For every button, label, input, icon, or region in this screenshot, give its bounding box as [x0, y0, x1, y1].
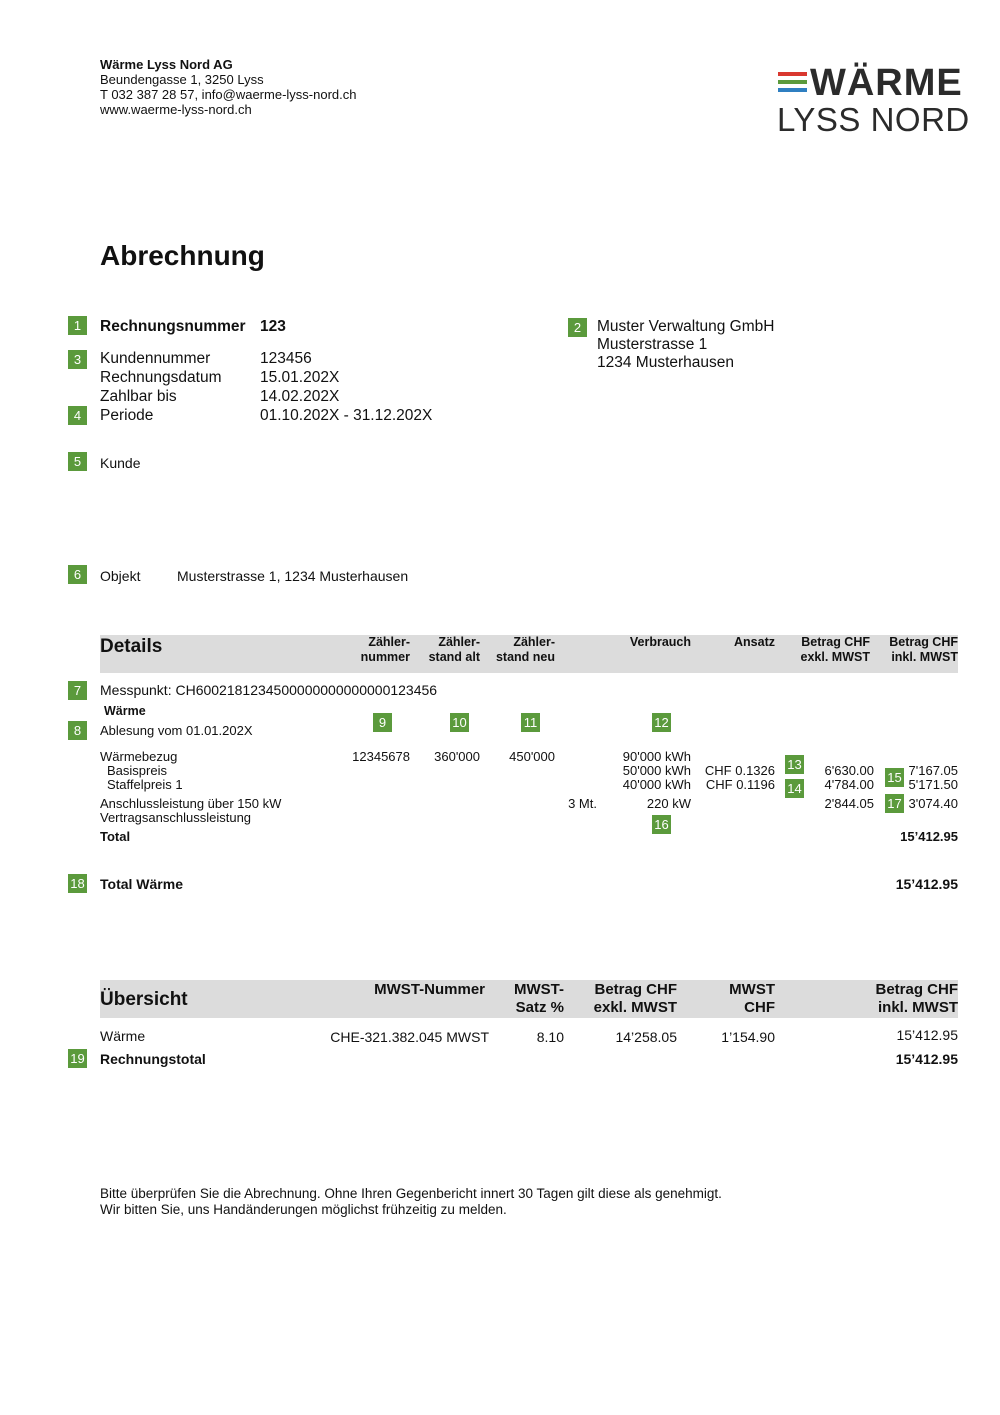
period-label: Periode: [100, 407, 154, 424]
details-title: Details: [100, 636, 163, 657]
staffelpreis-inkl: 5'171.50: [908, 777, 958, 792]
anschluss-dauer: 3 Mt.: [568, 796, 597, 811]
total-waerme-label: Total Wärme: [100, 876, 183, 892]
marker-19: 19: [68, 1049, 87, 1068]
details-header-verbrauch: Verbrauch: [629, 635, 691, 649]
marker-10: 10: [450, 713, 469, 732]
details-header-zaehler-nummer-2: nummer: [360, 650, 410, 664]
company-name: Wärme Lyss Nord AG: [100, 57, 233, 72]
details-header-inkl-1: Betrag CHF: [889, 635, 958, 649]
kunde-label: Kunde: [100, 455, 141, 471]
marker-18: 18: [68, 874, 87, 893]
invoice-number-label: Rechnungsnummer: [100, 318, 246, 335]
basispreis-verbrauch: 50'000 kWh: [622, 763, 691, 778]
anschluss-inkl: 3'074.40: [908, 796, 958, 811]
waermebezug-zaehler: 12345678: [352, 749, 410, 764]
waermebezug-label: Wärmebezug: [100, 749, 178, 764]
anschluss-label: Anschlussleistung über 150 kW: [100, 796, 282, 811]
uebersicht-header-inkl-2: inkl. MWST: [878, 999, 958, 1016]
uebersicht-header-inkl-1: Betrag CHF: [875, 981, 958, 998]
company-web: www.waerme-lyss-nord.ch: [100, 102, 252, 117]
details-header-stand-alt-1: Zähler-: [438, 635, 480, 649]
company-contact: T 032 387 28 57, info@waerme-lyss-nord.ch: [100, 87, 357, 102]
uebersicht-header-mwst-2: CHF: [744, 999, 775, 1016]
marker-11: 11: [521, 713, 540, 732]
logo-stripe-green: [778, 80, 807, 84]
recipient-line-2: Musterstrasse 1: [597, 336, 708, 353]
marker-2: 2: [568, 318, 587, 337]
footer-line-2: Wir bitten Sie, uns Handänderungen möglichst frühzeitig zu melden.: [100, 1202, 507, 1217]
messpunkt: Messpunkt: CH6002181234500000000000000123456: [100, 682, 438, 698]
details-header-stand-alt-2: stand alt: [428, 650, 480, 664]
uebersicht-row-inkl: 15’412.95: [896, 1027, 958, 1043]
marker-8: 8: [68, 721, 87, 740]
recipient-line-1: Muster Verwaltung GmbH: [597, 318, 775, 335]
marker-13: 13: [785, 755, 804, 774]
staffelpreis-exkl: 4'784.00: [824, 777, 874, 792]
details-total-label: Total: [100, 829, 131, 844]
due-date-label: Zahlbar bis: [100, 388, 177, 405]
details-header-inkl-2: inkl. MWST: [891, 650, 958, 664]
basispreis-label: Basispreis: [107, 763, 167, 778]
waermebezug-alt: 360'000: [434, 749, 480, 764]
uebersicht-header-mwst-1: MWST: [729, 981, 775, 998]
uebersicht-row-mwst: 1’154.90: [721, 1029, 775, 1045]
uebersicht-row-satz: 8.10: [536, 1029, 564, 1045]
customer-number-label: Kundennummer: [100, 350, 211, 367]
marker-12: 12: [652, 713, 671, 732]
anschluss-exkl: 2'844.05: [824, 796, 874, 811]
details-header-ansatz: Ansatz: [734, 635, 775, 649]
logo-text-waerme: WÄRME: [810, 62, 963, 104]
staffelpreis-verbrauch: 40'000 kWh: [622, 777, 691, 792]
details-header-exkl-2: exkl. MWST: [800, 650, 870, 664]
marker-9: 9: [373, 713, 392, 732]
basispreis-inkl: 7'167.05: [908, 763, 958, 778]
invoice-date-value: 15.01.202X: [260, 369, 340, 386]
uebersicht-row-nummer: CHE-321.382.045 MWST: [330, 1029, 489, 1045]
marker-15: 15: [885, 768, 904, 787]
uebersicht-header-exkl-1: Betrag CHF: [594, 981, 677, 998]
uebersicht-header-satz-2: Satz %: [515, 999, 564, 1016]
footer-line-1: Bitte überprüfen Sie die Abrechnung. Ohne Ihren Gegenbericht innert 30 Tagen gilt diese als genehmigt.: [100, 1186, 722, 1201]
objekt-value: Musterstrasse 1, 1234 Musterhausen: [177, 568, 409, 584]
details-header-exkl-1: Betrag CHF: [801, 635, 870, 649]
uebersicht-title: Übersicht: [100, 989, 188, 1010]
logo-stripe-blue: [778, 88, 807, 92]
basispreis-exkl: 6'630.00: [824, 763, 874, 778]
customer-number-value: 123456: [260, 350, 312, 367]
invoice-date-label: Rechnungsdatum: [100, 369, 222, 386]
ablesung-date: Ablesung vom 01.01.202X: [100, 723, 253, 738]
marker-17: 17: [885, 794, 904, 813]
invoice-number-value: 123: [260, 318, 286, 335]
anschluss-verbrauch: 220 kW: [646, 796, 691, 811]
basispreis-ansatz: CHF 0.1326: [704, 763, 775, 778]
waermebezug-verbrauch: 90'000 kWh: [622, 749, 691, 764]
marker-16: 16: [652, 815, 671, 834]
uebersicht-header-satz-1: MWST-: [514, 981, 564, 998]
due-date-value: 14.02.202X: [260, 388, 340, 405]
logo-text-lyss-nord: LYSS NORD: [777, 101, 970, 138]
staffelpreis-ansatz: CHF 0.1196: [705, 777, 775, 792]
uebersicht-row-label: Wärme: [100, 1028, 146, 1044]
marker-4: 4: [68, 406, 87, 425]
marker-14: 14: [785, 779, 804, 798]
page-title: Abrechnung: [100, 240, 265, 271]
details-header-zaehler-nummer-1: Zähler-: [368, 635, 410, 649]
waermebezug-neu: 450'000: [509, 749, 555, 764]
uebersicht-header-mwst-nummer: MWST-Nummer: [374, 981, 485, 998]
company-address: Beundengasse 1, 3250 Lyss: [100, 72, 264, 87]
recipient-line-3: 1234 Musterhausen: [597, 354, 735, 371]
marker-7: 7: [68, 681, 87, 700]
rechnungstotal-value: 15’412.95: [895, 1051, 958, 1067]
details-header-stand-neu-2: stand neu: [495, 650, 555, 664]
vertrag-label: Vertragsanschlussleistung: [100, 810, 252, 825]
details-total-value: 15’412.95: [900, 829, 958, 844]
total-waerme-value: 15’412.95: [895, 876, 958, 892]
period-value: 01.10.202X - 31.12.202X: [260, 407, 433, 424]
objekt-label: Objekt: [100, 568, 141, 584]
uebersicht-header-exkl-2: exkl. MWST: [593, 999, 677, 1016]
marker-6: 6: [68, 565, 87, 584]
marker-5: 5: [68, 452, 87, 471]
marker-1: 1: [68, 316, 87, 335]
rechnungstotal-label: Rechnungstotal: [100, 1051, 206, 1067]
staffelpreis-label: Staffelpreis 1: [107, 777, 183, 792]
waerme-subheading: Wärme: [104, 704, 146, 718]
marker-3: 3: [68, 350, 87, 369]
uebersicht-row-exkl: 14’258.05: [615, 1029, 677, 1045]
logo-stripe-red: [778, 72, 807, 76]
details-header-stand-neu-1: Zähler-: [513, 635, 555, 649]
